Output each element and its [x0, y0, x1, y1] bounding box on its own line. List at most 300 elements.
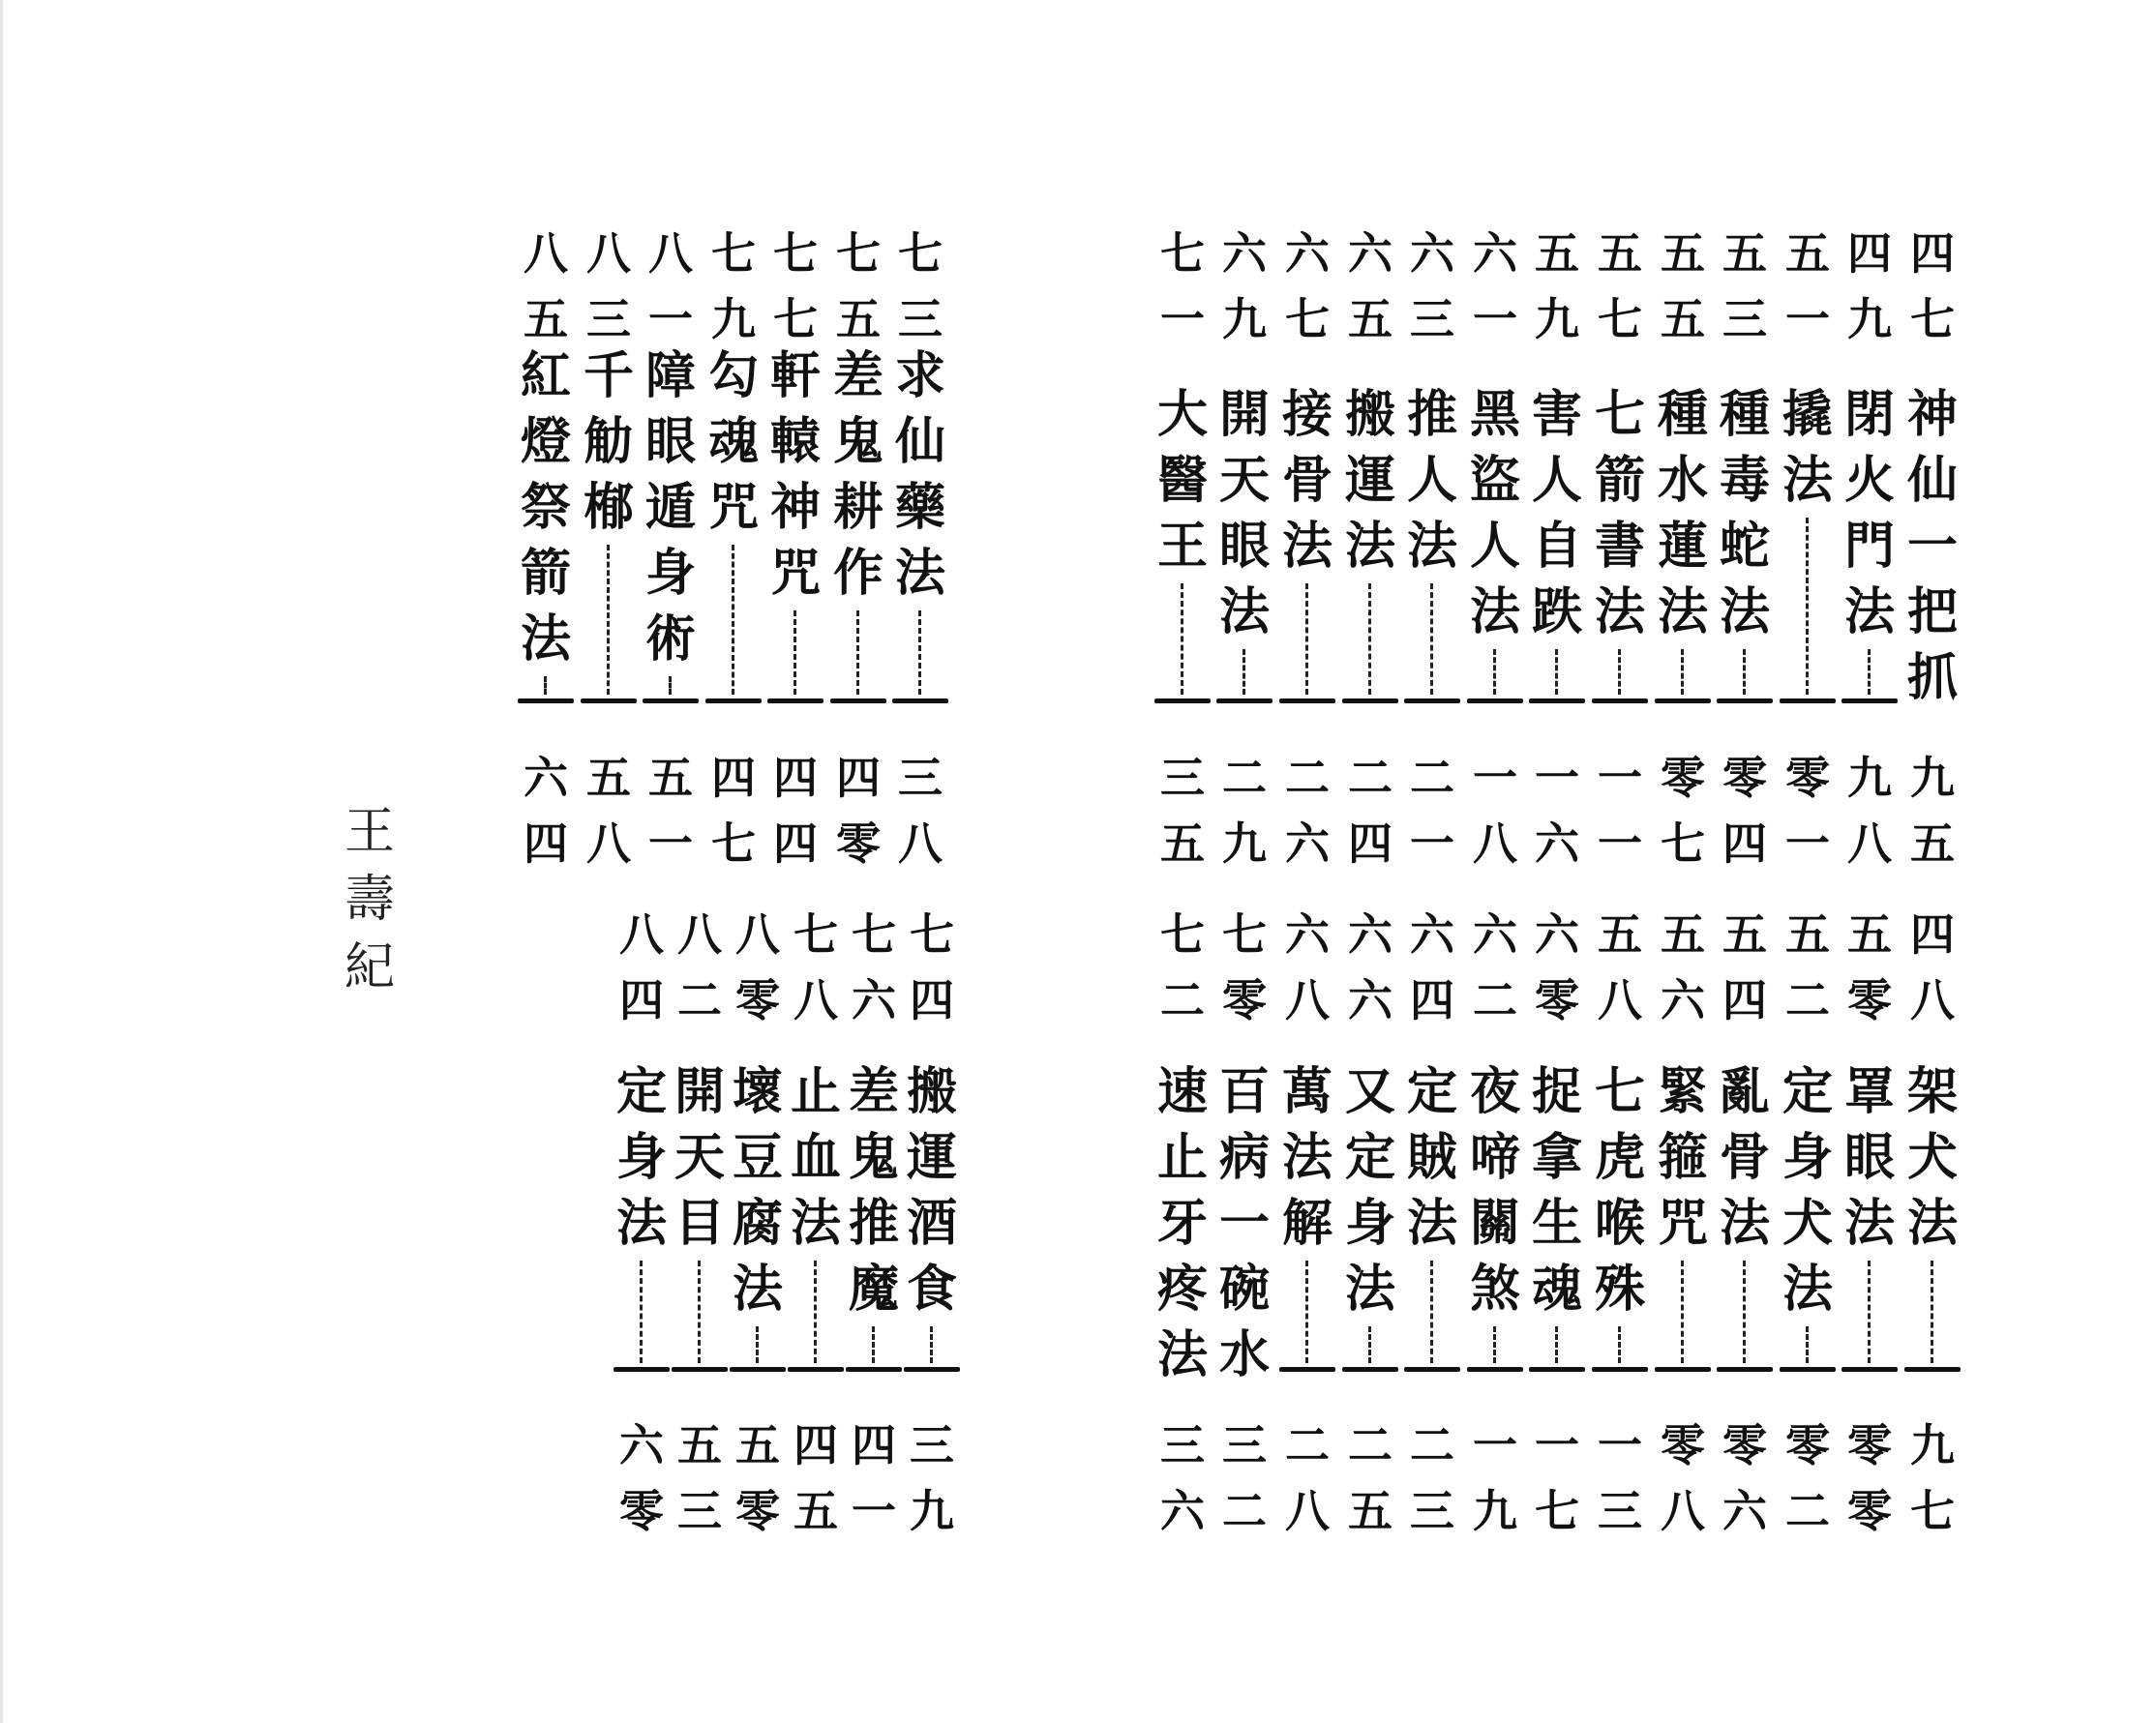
toc-page-char: 六: [619, 1419, 664, 1471]
toc-title-char: 轅: [769, 412, 821, 471]
toc-leader-line: [1618, 649, 1623, 695]
toc-entry-number: [514, 221, 578, 352]
toc-leader-mark: [1529, 1367, 1585, 1372]
toc-page-char: 五: [648, 752, 693, 804]
toc-entry-title: [1838, 382, 1901, 703]
toc-leader-line: [698, 1261, 703, 1363]
toc-title-char: 大: [1156, 385, 1208, 444]
toc-leader-mark: [1342, 1367, 1398, 1372]
toc-page-char: 二: [1410, 1419, 1454, 1471]
toc-number-char: 八: [1598, 974, 1642, 1026]
toc-title-char: 殊: [1594, 1260, 1645, 1319]
toc-number-char: 六: [1285, 227, 1330, 280]
toc-entry-page: [668, 1412, 732, 1544]
toc-leader-mark: [830, 698, 886, 703]
toc-entry-page: [702, 745, 765, 876]
toc-title-char: 萬: [1281, 1062, 1333, 1121]
toc-number-char: 八: [1910, 974, 1955, 1026]
toc-title-char: 病: [1218, 1128, 1270, 1187]
toc-leader-line: [1305, 583, 1310, 695]
toc-title-char: 醫: [1156, 451, 1208, 510]
toc-entry-number: [1588, 221, 1652, 352]
toc-title-char: 自: [1531, 517, 1582, 576]
toc-number-char: 六: [1348, 908, 1392, 961]
toc-number-char: 二: [1785, 974, 1830, 1026]
toc-entry-page: [1463, 745, 1527, 876]
toc-entry-title: [1151, 382, 1214, 703]
toc-leader-mark: [1216, 698, 1273, 703]
toc-number-char: 五: [1847, 908, 1892, 961]
toc-page-char: 零: [1722, 1419, 1767, 1471]
toc-number-char: 七: [773, 227, 818, 280]
toc-entry-number: [1338, 221, 1402, 352]
toc-page-char: 七: [1535, 1485, 1579, 1537]
toc-title-char: 軒: [769, 346, 821, 405]
toc-page-char: 四: [711, 752, 756, 804]
toc-title-char: 藥: [894, 478, 945, 537]
toc-entry-page: [1525, 745, 1589, 876]
toc-title-char: 仙: [1906, 451, 1958, 510]
toc-number-char: 八: [735, 908, 780, 961]
toc-entry-number: [668, 902, 732, 1033]
toc-number-char: 七: [1910, 293, 1955, 345]
toc-title-char: 火: [1843, 451, 1895, 510]
toc-title-char: 法: [1782, 451, 1833, 510]
toc-title-char: 神: [769, 478, 821, 537]
toc-entry-number: [1901, 902, 1964, 1033]
toc-entry-page: [842, 1412, 906, 1544]
toc-number-char: 六: [1348, 227, 1392, 280]
toc-entry-number: [1151, 221, 1214, 352]
toc-leader-line: [1243, 649, 1247, 695]
toc-entry-number: [610, 902, 674, 1033]
toc-title-char: 生: [1531, 1194, 1582, 1253]
toc-entry-title: [1463, 382, 1527, 703]
toc-title-char: 祭: [520, 478, 571, 537]
toc-title-char: 壞: [732, 1062, 783, 1121]
toc-number-char: 六: [852, 974, 896, 1026]
toc-title-char: 法: [1156, 1325, 1208, 1384]
toc-title-char: 煞: [1469, 1260, 1520, 1319]
toc-leader-line: [640, 1261, 644, 1363]
toc-title-char: 關: [1469, 1194, 1520, 1253]
toc-number-char: 七: [1598, 293, 1642, 345]
toc-number-char: 一: [648, 293, 693, 345]
toc-title-char: 法: [732, 1260, 783, 1319]
toc-number-char: 七: [1285, 293, 1330, 345]
toc-entry-number: [1776, 902, 1840, 1033]
toc-title-char: 碗: [1218, 1260, 1270, 1319]
toc-title-char: 法: [520, 609, 571, 668]
toc-number-char: 九: [1222, 293, 1267, 345]
toc-entry-title: [784, 1059, 848, 1372]
toc-number-char: 六: [1473, 227, 1517, 280]
toc-title-char: 耕: [832, 478, 883, 537]
toc-title-char: 撬: [1782, 385, 1833, 444]
toc-title-char: 盜: [1469, 451, 1520, 510]
toc-title-char: 法: [1344, 517, 1395, 576]
toc-title-char: 賊: [1406, 1128, 1457, 1187]
toc-number-char: 七: [836, 227, 881, 280]
toc-entry-title: [1213, 382, 1276, 703]
toc-title-char: 目: [674, 1194, 725, 1253]
toc-entry-title: [1713, 1059, 1777, 1372]
toc-title-char: 法: [1469, 582, 1520, 641]
toc-page-char: 四: [773, 817, 818, 870]
toc-number-char: 三: [898, 293, 943, 345]
toc-leader-line: [1430, 1261, 1435, 1363]
toc-leader-mark: [705, 698, 762, 703]
toc-title-char: 七: [1594, 385, 1645, 444]
toc-number-char: 四: [1910, 227, 1955, 280]
toc-leader-line: [544, 676, 549, 695]
toc-title-char: 法: [790, 1194, 841, 1253]
toc-entry-number: [1151, 902, 1214, 1033]
toc-title-char: 種: [1657, 385, 1708, 444]
toc-entry-number: [1213, 902, 1276, 1033]
toc-entry-title: [1525, 1059, 1589, 1372]
toc-entry-page: [1151, 745, 1214, 876]
toc-page-char: 三: [677, 1485, 722, 1537]
toc-title-char: 魔: [848, 1260, 899, 1319]
toc-entry-number: [842, 902, 906, 1033]
toc-page-char: 九: [1473, 1485, 1517, 1537]
toc-page-char: 八: [1473, 817, 1517, 870]
toc-leader-line: [930, 1326, 935, 1363]
toc-title-char: 推: [1406, 385, 1457, 444]
toc-title-char: 啼: [1469, 1128, 1520, 1187]
toc-entry-title: [1400, 1059, 1464, 1372]
toc-entry-number: [726, 902, 790, 1033]
toc-entry-page: [1838, 1412, 1901, 1544]
toc-page-char: 二: [1410, 752, 1454, 804]
toc-title-char: 箭: [1594, 451, 1645, 510]
toc-leader-line: [1681, 1261, 1686, 1363]
toc-leader-mark: [788, 1367, 844, 1372]
toc-entry-number: [1525, 221, 1589, 352]
toc-entry-number: [1713, 221, 1777, 352]
toc-number-char: 三: [1722, 293, 1767, 345]
toc-leader-line: [1931, 1261, 1935, 1363]
toc-number-char: 九: [711, 293, 756, 345]
toc-entry-title: [1651, 1059, 1715, 1372]
toc-leader-mark: [1655, 1367, 1711, 1372]
toc-title-char: 仙: [894, 412, 945, 471]
toc-title-char: 眼: [644, 412, 696, 471]
toc-title-char: 定: [615, 1062, 667, 1121]
toc-leader-mark: [1842, 1367, 1898, 1372]
toc-title-char: 魂: [707, 412, 759, 471]
toc-leader-mark: [1655, 698, 1711, 703]
toc-entry-page: [1275, 1412, 1339, 1544]
toc-number-char: 四: [910, 974, 954, 1026]
toc-page-char: 零: [1785, 1419, 1830, 1471]
toc-page-char: 三: [898, 752, 943, 804]
toc-page-char: 一: [1598, 817, 1642, 870]
toc-page-char: 零: [1847, 1419, 1892, 1471]
toc-title-char: 一: [1218, 1194, 1270, 1253]
toc-title-char: 捉: [1531, 1062, 1582, 1121]
toc-page-char: 一: [1535, 1419, 1579, 1471]
toc-entry-title: [1525, 382, 1589, 703]
toc-page-char: 六: [1160, 1485, 1205, 1537]
toc-number-char: 八: [1285, 974, 1330, 1026]
toc-title-char: 定: [1782, 1062, 1833, 1121]
toc-entry-title: [1776, 1059, 1840, 1372]
toc-title-char: 百: [1218, 1062, 1270, 1121]
toc-number-char: 一: [1473, 293, 1517, 345]
toc-title-char: 接: [1281, 385, 1333, 444]
toc-title-char: 腐: [732, 1194, 783, 1253]
toc-number-char: 零: [735, 974, 780, 1026]
toc-title-char: 咒: [1657, 1194, 1708, 1253]
toc-number-char: 七: [1160, 227, 1205, 280]
toc-entry-title: [1338, 382, 1402, 703]
toc-leader-mark: [1342, 698, 1398, 703]
toc-page-char: 一: [1598, 752, 1642, 804]
toc-entry-title: [1400, 382, 1464, 703]
toc-page-char: 五: [586, 752, 631, 804]
toc-entry-number: [1463, 221, 1527, 352]
toc-leader-line: [814, 1261, 819, 1363]
toc-leader-mark: [1279, 1367, 1335, 1372]
toc-entry-page: [1338, 745, 1402, 876]
toc-number-char: 八: [524, 227, 568, 280]
toc-entry-page: [726, 1412, 790, 1544]
toc-title-char: 術: [644, 609, 696, 668]
toc-leader-line: [918, 610, 923, 695]
toc-title-char: 法: [1281, 517, 1333, 576]
toc-entry-page: [1463, 1412, 1527, 1544]
toc-title-char: 蓮: [1657, 517, 1708, 576]
toc-leader-line: [856, 610, 861, 695]
toc-number-char: 六: [1285, 908, 1330, 961]
toc-title-char: 犬: [1906, 1128, 1958, 1187]
toc-title-char: 法: [1719, 1194, 1770, 1253]
toc-title-char: 身: [1344, 1194, 1395, 1253]
toc-number-char: 四: [1847, 227, 1892, 280]
toc-leader-line: [1181, 583, 1185, 695]
toc-title-char: 把: [1906, 582, 1958, 641]
toc-title-char: 跌: [1531, 582, 1582, 641]
toc-number-char: 一: [1160, 293, 1205, 345]
toc-number-char: 六: [1535, 908, 1579, 961]
toc-page-char: 八: [1661, 1485, 1705, 1537]
toc-page-char: 五: [1160, 817, 1205, 870]
toc-leader-mark: [1279, 698, 1335, 703]
toc-entry-number: [1713, 902, 1777, 1033]
toc-leader-mark: [904, 1367, 960, 1372]
toc-title-char: 夜: [1469, 1062, 1520, 1121]
toc-number-char: 五: [1598, 227, 1642, 280]
toc-leader-line: [1555, 649, 1560, 695]
toc-entry-title: [577, 343, 641, 703]
toc-title-char: 法: [1782, 1260, 1833, 1319]
toc-number-char: 五: [1535, 227, 1579, 280]
toc-title-char: 黑: [1469, 385, 1520, 444]
toc-number-char: 七: [773, 293, 818, 345]
toc-title-char: 千: [583, 346, 634, 405]
toc-title-char: 求: [894, 346, 945, 405]
toc-leader-line: [669, 676, 674, 695]
toc-leader-mark: [730, 1367, 786, 1372]
toc-leader-line: [1806, 1326, 1811, 1363]
toc-title-char: 罩: [1843, 1062, 1895, 1121]
toc-leader-line: [1743, 1261, 1748, 1363]
toc-page-char: 一: [1473, 752, 1517, 804]
toc-title-char: 定: [1406, 1062, 1457, 1121]
toc-title-char: 解: [1281, 1194, 1333, 1253]
toc-entry-title: [1151, 1059, 1214, 1384]
toc-title-char: 七: [1594, 1062, 1645, 1121]
toc-leader-mark: [518, 698, 574, 703]
toc-title-char: 運: [906, 1128, 957, 1187]
toc-title-char: 牙: [1156, 1194, 1208, 1253]
toc-entry-number: [1338, 902, 1402, 1033]
toc-title-char: 骨: [1281, 451, 1333, 510]
toc-leader-line: [1868, 1261, 1872, 1363]
toc-leader-mark: [614, 1367, 670, 1372]
toc-title-char: 水: [1218, 1325, 1270, 1384]
toc-entry-page: [1588, 745, 1652, 876]
toc-page-char: 五: [794, 1485, 838, 1537]
toc-page-char: 九: [1910, 1419, 1955, 1471]
scan-edge: [0, 0, 3, 1723]
toc-entry-number: [1651, 902, 1715, 1033]
toc-page-char: 五: [1348, 1485, 1392, 1537]
toc-leader-line: [1430, 583, 1435, 695]
toc-entry-title: [514, 343, 578, 703]
toc-page-char: 三: [1410, 1485, 1454, 1537]
toc-entry-title: [1651, 382, 1715, 703]
toc-leader-mark: [1404, 1367, 1460, 1372]
toc-leader-mark: [1154, 698, 1211, 703]
toc-entry-page: [900, 1412, 964, 1544]
toc-leader-line: [732, 545, 736, 695]
toc-entry-page: [1400, 745, 1464, 876]
toc-number-char: 九: [1535, 293, 1579, 345]
toc-entry-number: [764, 221, 827, 352]
toc-title-char: 害: [1531, 385, 1582, 444]
toc-entry-page: [610, 1412, 674, 1544]
toc-leader-line: [1681, 649, 1686, 695]
toc-title-char: 王: [1156, 517, 1208, 576]
toc-leader-mark: [767, 698, 823, 703]
toc-page-char: 九: [1222, 817, 1267, 870]
toc-title-char: 鬼: [832, 412, 883, 471]
toc-number-char: 零: [1222, 974, 1267, 1026]
toc-title-char: 法: [1594, 582, 1645, 641]
toc-page-char: 二: [1222, 752, 1267, 804]
toc-number-char: 六: [1222, 227, 1267, 280]
toc-title-char: 門: [1843, 517, 1895, 576]
seal-char: 壽: [344, 871, 395, 929]
toc-entry-title: [764, 343, 827, 703]
toc-leader-mark: [846, 1367, 902, 1372]
toc-entry-title: [1588, 1059, 1652, 1372]
toc-page-char: 零: [1847, 1485, 1892, 1537]
toc-title-char: 人: [1469, 517, 1520, 576]
toc-number-char: 九: [1847, 293, 1892, 345]
toc-number-char: 六: [1348, 974, 1392, 1026]
toc-title-char: 搬: [906, 1062, 957, 1121]
toc-leader-mark: [1717, 1367, 1773, 1372]
toc-entry-title: [1588, 382, 1652, 703]
toc-title-char: 勾: [707, 346, 759, 405]
toc-leader-line: [1493, 649, 1498, 695]
toc-number-char: 七: [898, 227, 943, 280]
toc-number-char: 七: [1222, 908, 1267, 961]
toc-title-char: 差: [848, 1062, 899, 1121]
toc-leader-line: [872, 1326, 877, 1363]
toc-entry-title: [900, 1059, 964, 1372]
toc-title-char: 水: [1657, 451, 1708, 510]
toc-page-char: 二: [1222, 1485, 1267, 1537]
toc-page-char: 零: [1785, 752, 1830, 804]
toc-leader-line: [1368, 1326, 1373, 1363]
toc-number-char: 六: [1661, 974, 1705, 1026]
toc-number-char: 六: [1410, 908, 1454, 961]
toc-title-char: 法: [1843, 582, 1895, 641]
toc-page-char: 五: [677, 1419, 722, 1471]
toc-number-char: 五: [1348, 293, 1392, 345]
toc-title-char: 蛇: [1719, 517, 1770, 576]
toc-number-char: 二: [1473, 974, 1517, 1026]
toc-page-char: 七: [711, 817, 756, 870]
toc-page-char: 六: [1535, 817, 1579, 870]
toc-title-char: 法: [1218, 582, 1270, 641]
toc-title-char: 疼: [1156, 1260, 1208, 1319]
toc-page-char: 四: [1722, 817, 1767, 870]
toc-page-char: 八: [1847, 817, 1892, 870]
toc-title-char: 一: [1906, 517, 1958, 576]
toc-page-char: 二: [1348, 1419, 1392, 1471]
toc-number-char: 五: [1598, 908, 1642, 961]
toc-entry-title: [826, 343, 890, 703]
toc-number-char: 五: [836, 293, 881, 345]
toc-title-char: 運: [1344, 451, 1395, 510]
toc-title-char: 法: [615, 1194, 667, 1253]
toc-leader-mark: [1904, 1367, 1961, 1372]
toc-number-char: 七: [910, 908, 954, 961]
toc-number-char: 五: [1661, 293, 1705, 345]
toc-entry-page: [1776, 1412, 1840, 1544]
toc-page-char: 零: [1661, 1419, 1705, 1471]
toc-page-char: 五: [1910, 817, 1955, 870]
toc-page-char: 七: [1910, 1485, 1955, 1537]
toc-number-char: 七: [794, 908, 838, 961]
toc-entry-number: [1838, 221, 1901, 352]
seal-char: 王: [344, 803, 395, 861]
toc-entry-number: [1588, 902, 1652, 1033]
toc-entry-page: [1901, 745, 1964, 876]
toc-leader-mark: [1780, 698, 1836, 703]
toc-page-char: 四: [836, 752, 881, 804]
toc-page-char: 一: [1473, 1419, 1517, 1471]
toc-page-char: 四: [794, 1419, 838, 1471]
toc-page-char: 四: [852, 1419, 896, 1471]
toc-leader-mark: [1592, 1367, 1648, 1372]
toc-page-char: 八: [1285, 1485, 1330, 1537]
toc-number-char: 五: [1785, 908, 1830, 961]
toc-title-char: 止: [790, 1062, 841, 1121]
toc-entry-title: [639, 343, 703, 703]
toc-entry-title: [610, 1059, 674, 1372]
toc-entry-number: [639, 221, 703, 352]
toc-number-char: 六: [1410, 227, 1454, 280]
toc-entry-number: [826, 221, 890, 352]
toc-entry-title: [888, 343, 952, 703]
